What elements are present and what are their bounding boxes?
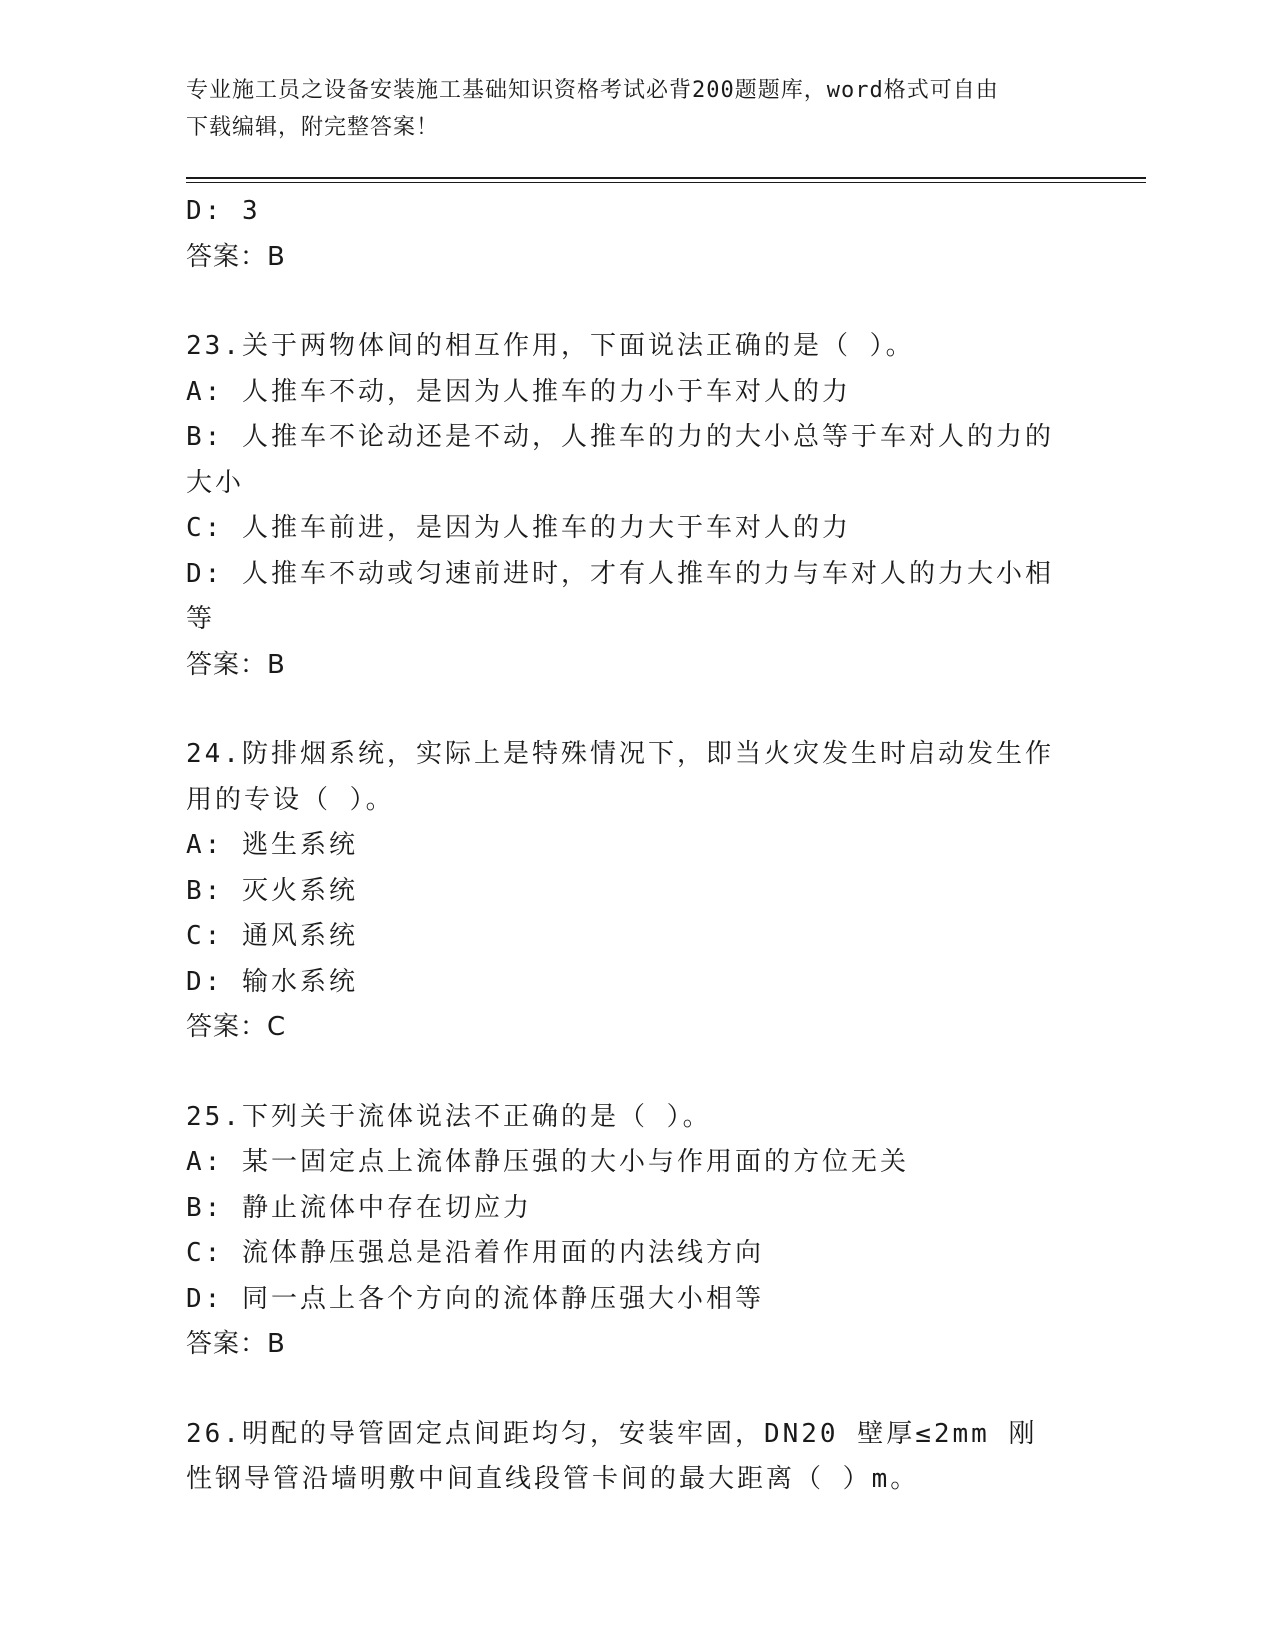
option-c: C: 人推车前进，是因为人推车的力大于车对人的力 <box>186 513 851 543</box>
question-stem: 25.下列关于流体说法不正确的是（ ）。 <box>186 1101 712 1132</box>
question-stem: 24.防排烟系统，实际上是特殊情况下，即当火灾发生时启动发生作用的专设（ ）。 <box>186 739 1054 815</box>
question-25 <box>186 1095 1066 1368</box>
question-list <box>186 189 1066 1503</box>
option-b: B: 静止流体中存在切应力 <box>186 1192 532 1223</box>
question-23 <box>186 324 1066 688</box>
header-title-line-1: 专业施工员之设备安装施工基础知识资格考试必背200题题库，word格式可自由 <box>186 78 999 103</box>
option-d: D: 3 <box>186 196 261 226</box>
header-divider-thick <box>186 177 1146 179</box>
question-stem: 23.关于两物体间的相互作用，下面说法正确的是（ ）。 <box>186 331 915 361</box>
header-divider-thin <box>186 182 1146 183</box>
option-b: B: 人推车不论动还是不动，人推车的力的大小总等于车对人的力的大小 <box>186 422 1054 498</box>
answer-line: 答案：B <box>186 1329 286 1359</box>
answer-line: 答案：B <box>186 241 286 272</box>
option-a: A: 某一固定点上流体静压强的大小与作用面的方位无关 <box>186 1147 909 1177</box>
option-c: C: 流体静压强总是沿着作用面的内法线方向 <box>186 1238 764 1268</box>
option-d: D: 同一点上各个方向的流体静压强大小相等 <box>186 1283 764 1314</box>
option-c: C: 通风系统 <box>186 921 358 951</box>
question-26 <box>186 1412 1066 1503</box>
option-d: D: 输水系统 <box>186 966 358 997</box>
option-a: A: 逃生系统 <box>186 830 358 860</box>
question-22-tail <box>186 189 1066 280</box>
answer-line: 答案：B <box>186 649 286 680</box>
question-stem: 26.明配的导管固定点间距均匀，安装牢固，DN20 壁厚≤2mm 刚性钢导管沿墙明敷中间直线段管卡间的最大距离（ ）m。 <box>186 1418 1038 1494</box>
document-header <box>186 72 1066 146</box>
header-title-line-2: 下载编辑，附完整答案！ <box>186 115 440 140</box>
option-d: D: 人推车不动或匀速前进时，才有人推车的力与车对人的力大小相等 <box>186 558 1054 634</box>
answer-line: 答案：C <box>186 1012 287 1042</box>
question-24 <box>186 732 1066 1051</box>
option-a: A: 人推车不动，是因为人推车的力小于车对人的力 <box>186 376 851 407</box>
option-b: B: 灭火系统 <box>186 875 358 906</box>
